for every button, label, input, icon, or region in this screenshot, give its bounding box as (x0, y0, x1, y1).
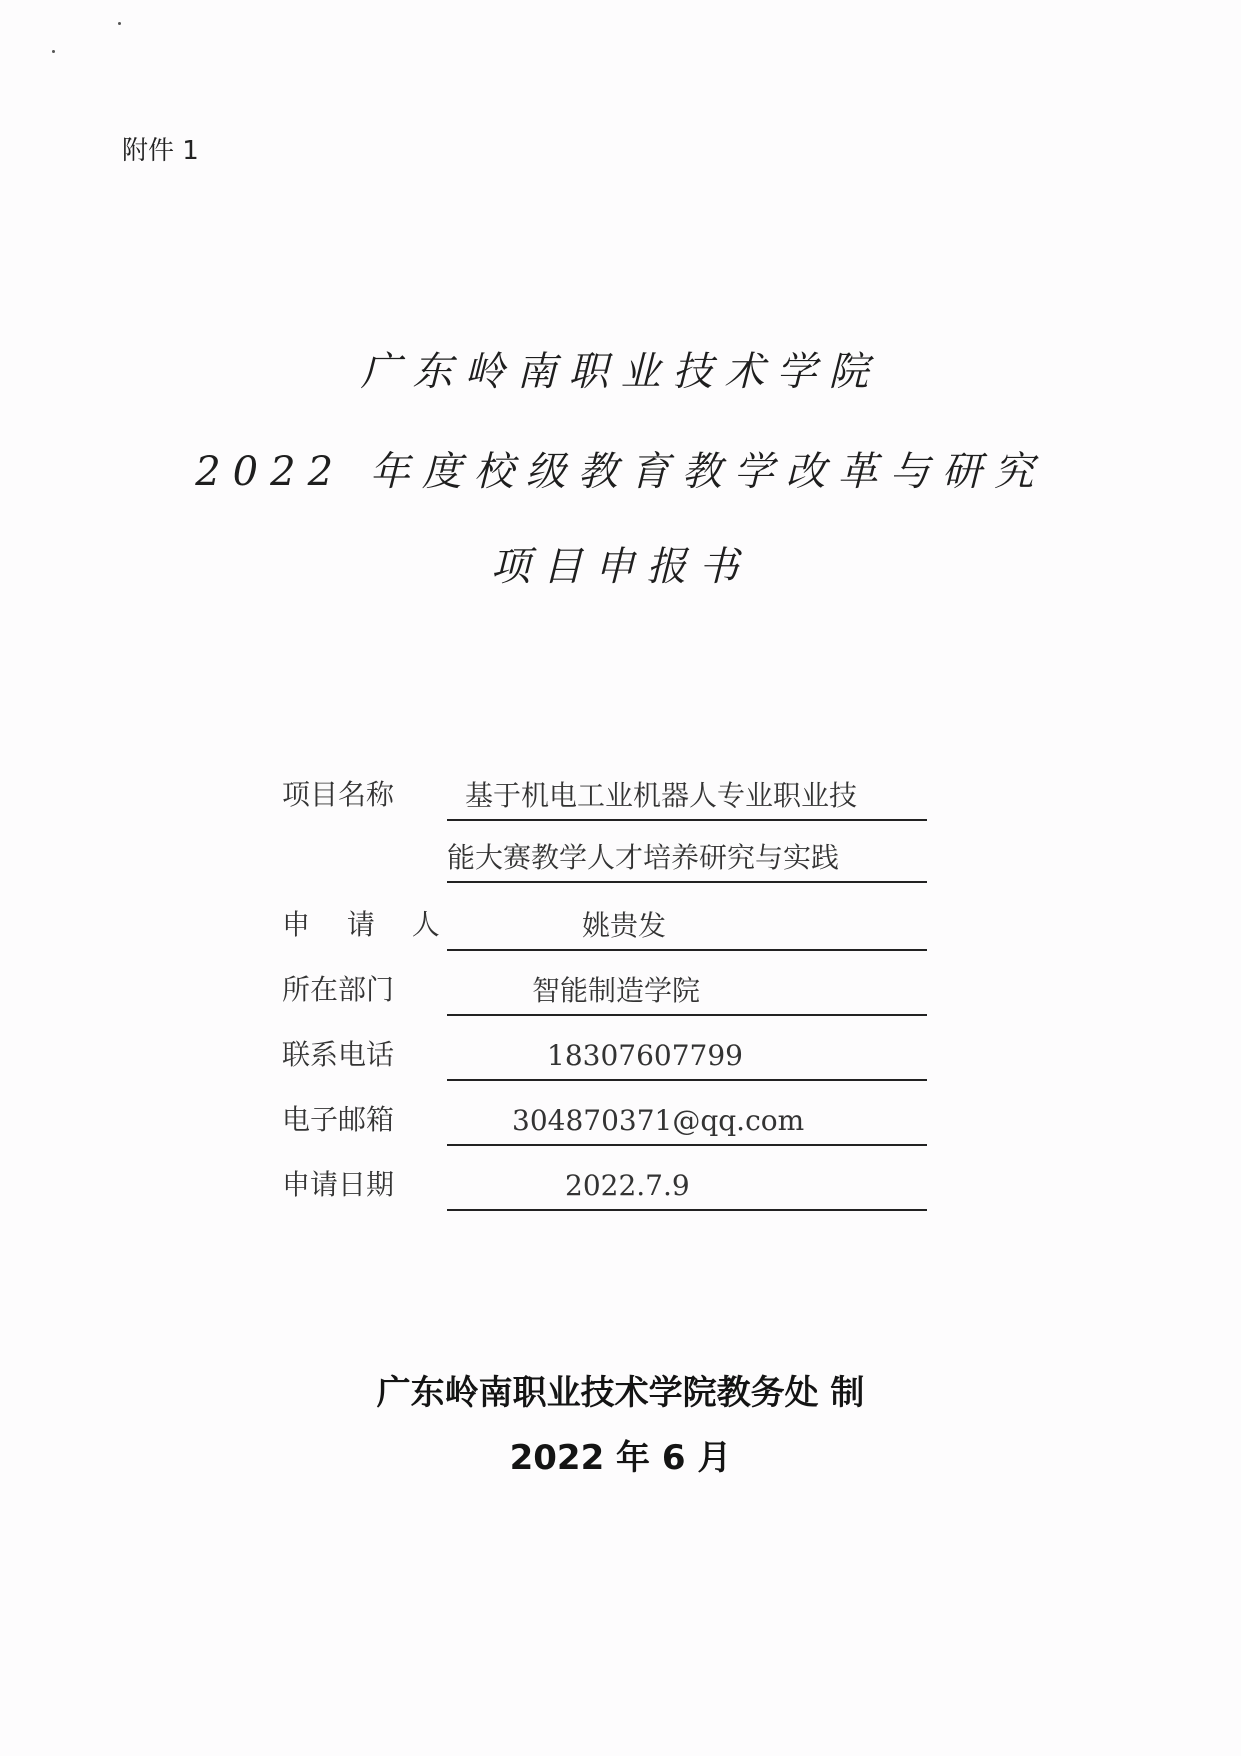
scan-speck (118, 22, 121, 25)
phone-field (447, 1035, 927, 1081)
project-name-label: 项目名称 (282, 778, 395, 811)
department-field (447, 970, 927, 1016)
applicant-value: 姚贵发 (582, 909, 667, 942)
department-label: 所在部门 (282, 973, 395, 1006)
applicant-label: 申 请 人 (282, 908, 454, 941)
phone-label: 联系电话 (282, 1038, 395, 1071)
footer-issuer: 广东岭南职业技术学院教务处 制 (376, 1373, 865, 1413)
scan-speck (52, 50, 55, 53)
attachment-label: 附件 1 (122, 136, 199, 166)
form-row-department (282, 970, 942, 1018)
date-value: 2022.7.9 (565, 1169, 690, 1202)
form-row-phone (282, 1035, 942, 1083)
project-name-value-line2: 能大赛教学人才培养研究与实践 (447, 841, 840, 874)
email-value: 304870371@qq.com (512, 1104, 805, 1137)
form-row-applicant (282, 905, 942, 953)
project-name-value-line1: 基于机电工业机器人专业职业技 (465, 779, 858, 812)
date-field (447, 1165, 927, 1211)
date-label: 申请日期 (282, 1168, 395, 1201)
project-name-field-line2 (447, 837, 927, 883)
form-row-email (282, 1100, 942, 1148)
form-row-date (282, 1165, 942, 1213)
footer-date: 2022 年 6 月 (509, 1438, 732, 1478)
phone-value: 18307607799 (547, 1039, 743, 1072)
form-row-project-name (282, 775, 942, 823)
email-label: 电子邮箱 (282, 1103, 395, 1136)
applicant-field (447, 905, 927, 951)
department-value: 智能制造学院 (532, 974, 701, 1007)
project-name-field-line1 (447, 775, 927, 821)
title-institution: 广东岭南职业技术学院 (360, 349, 881, 395)
title-document-type: 项目申报书 (490, 544, 751, 590)
title-project-year: 2022 年度校级教育教学改革与研究 (195, 449, 1046, 495)
form-row-project-name-cont (282, 837, 942, 885)
email-field (447, 1100, 927, 1146)
